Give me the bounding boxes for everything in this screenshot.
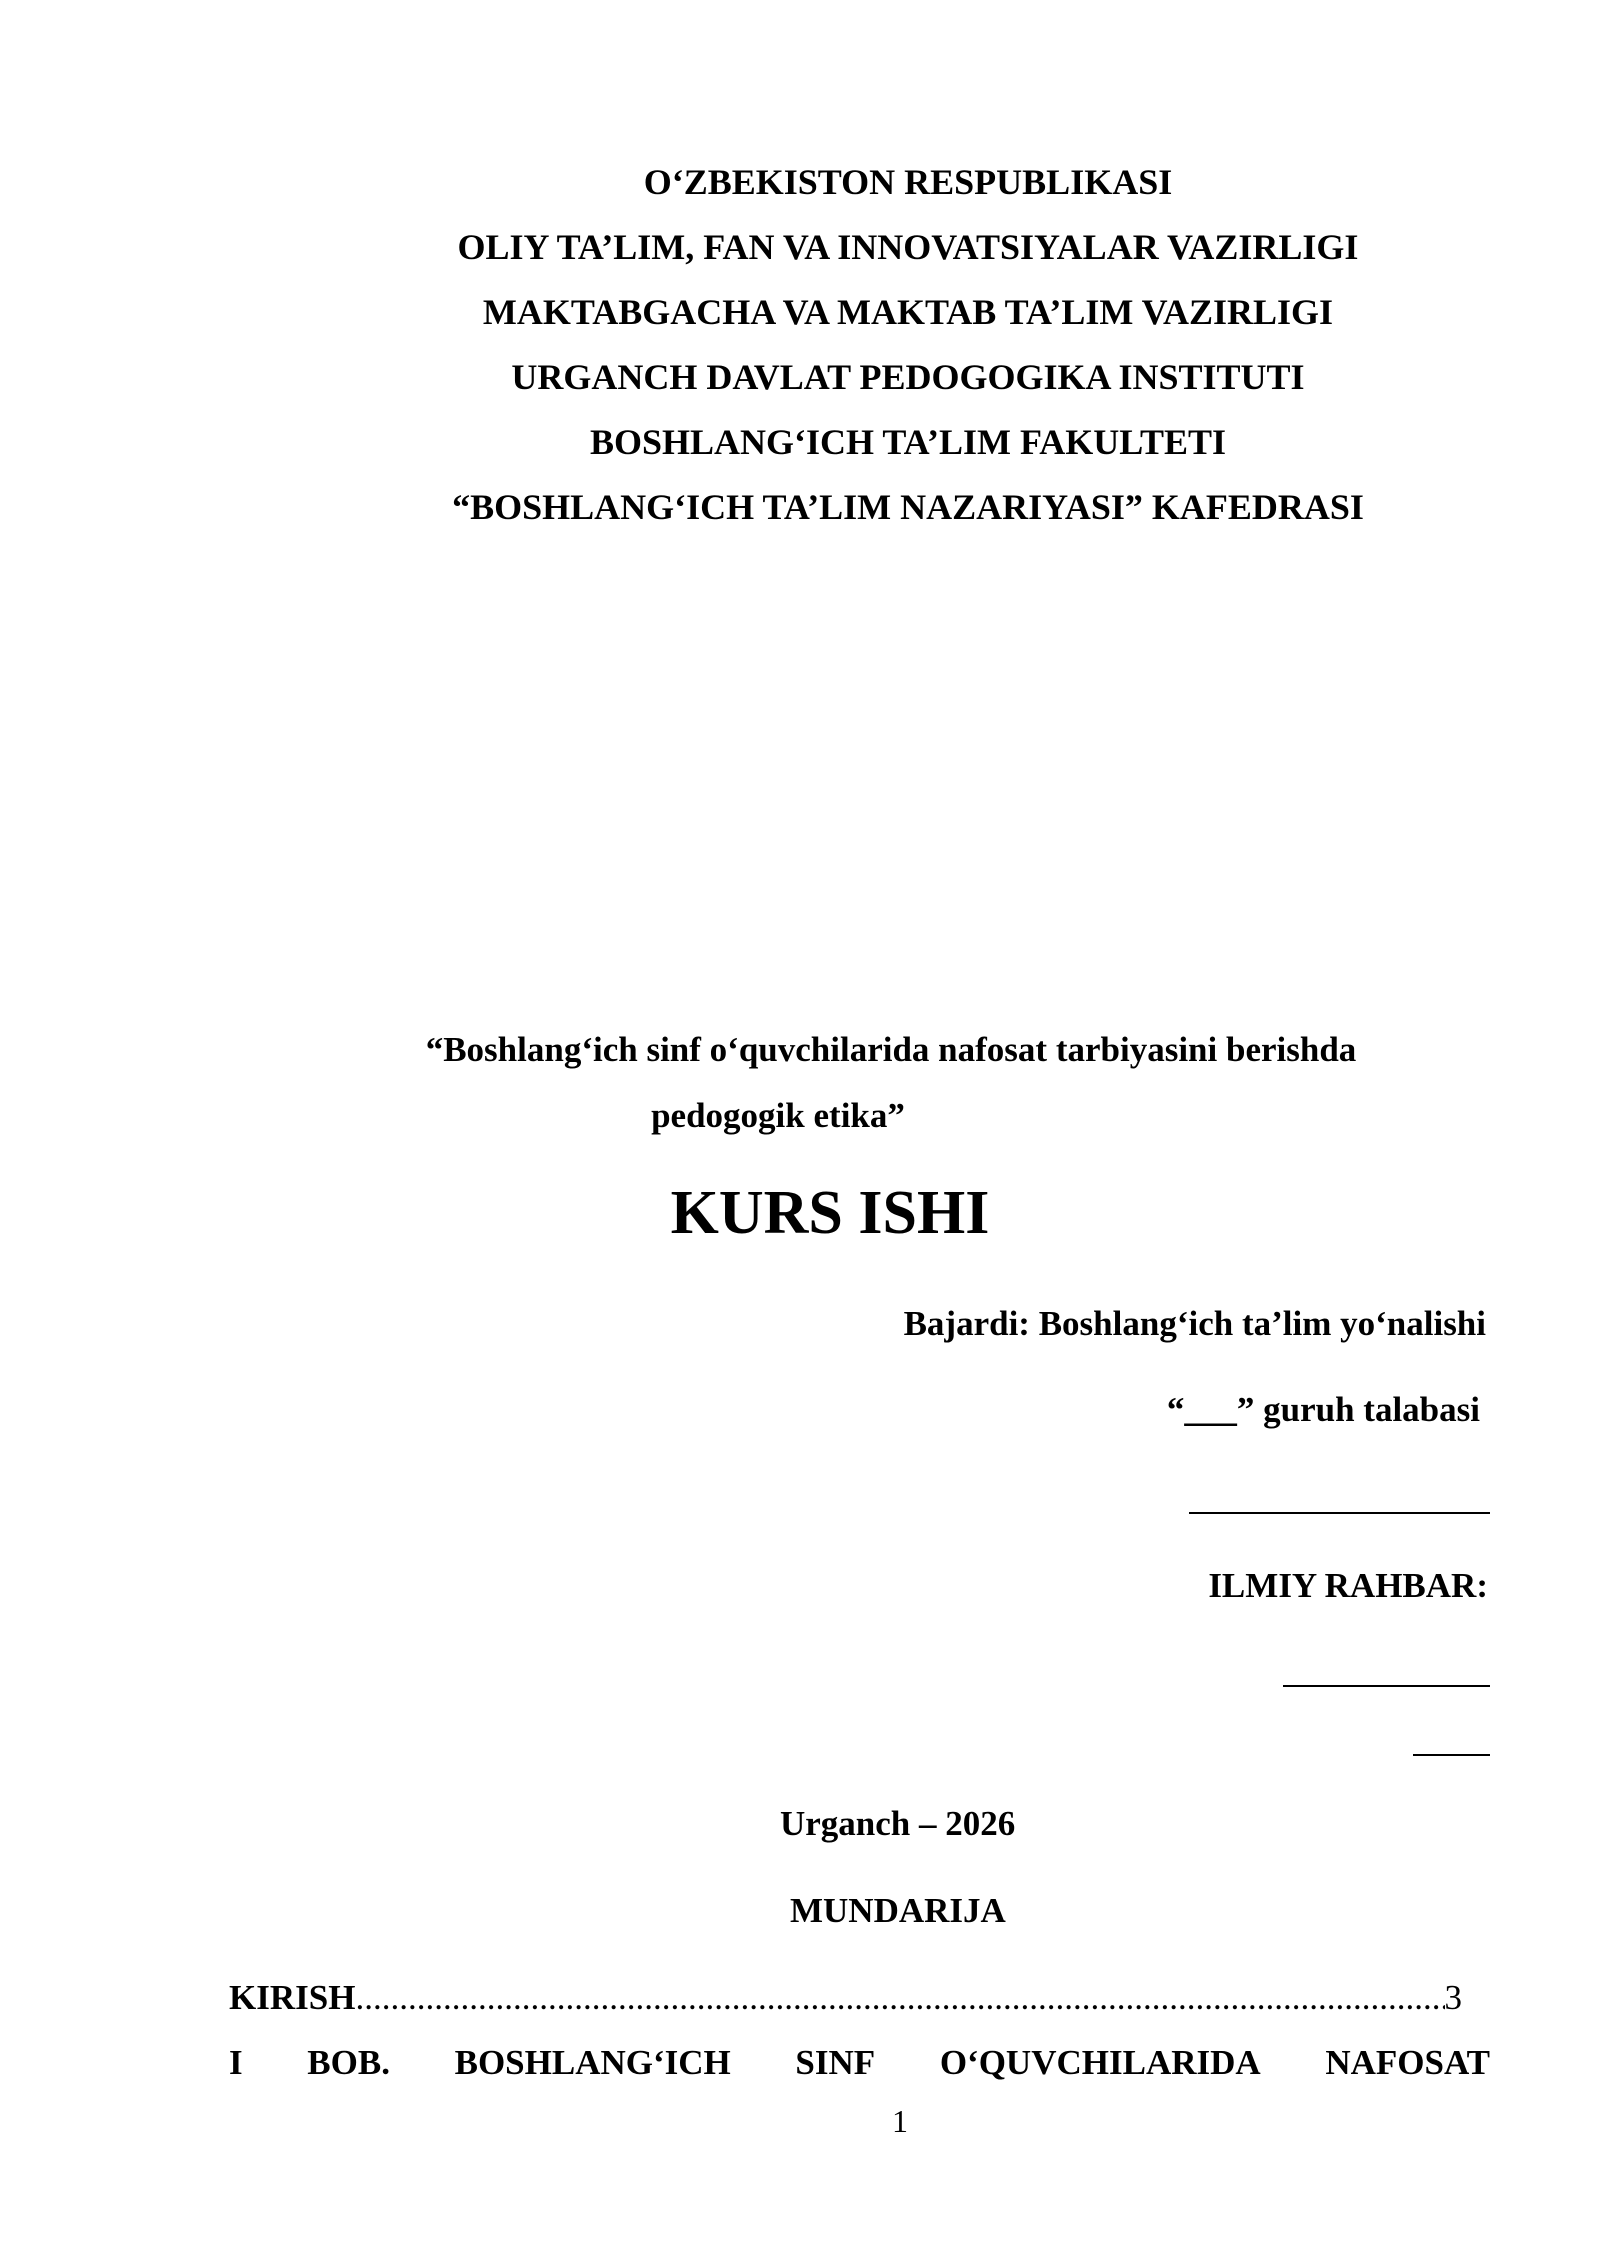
supervisor-name-blank bbox=[1283, 1685, 1490, 1687]
toc-chapter-heading bbox=[229, 2043, 1490, 2083]
header-line-faculty: BOSHLANG‘ICH TA’LIM FAKULTETI bbox=[589, 422, 1227, 462]
header-line-country: O‘ZBEKISTON RESPUBLIKASI bbox=[643, 162, 1173, 202]
institution-header bbox=[228, 150, 1588, 540]
course-work-topic bbox=[228, 1017, 1588, 1149]
chapter-word: BOSHLANG‘ICH bbox=[454, 2043, 731, 2082]
chapter-word: I bbox=[229, 2043, 243, 2082]
chapter-word: O‘QUVCHILARIDA bbox=[939, 2043, 1261, 2082]
chapter-word: BOB. bbox=[307, 2043, 390, 2082]
toc-heading: MUNDARIJA bbox=[790, 1891, 1006, 1930]
document-title: KURS ISHI bbox=[670, 1179, 990, 1247]
page-number: 1 bbox=[892, 2103, 908, 2139]
supervisor-name-blank-short bbox=[1413, 1754, 1490, 1756]
header-line-institute: URGANCH DAVLAT PEDOGOGIKA INSTITUTI bbox=[511, 357, 1305, 397]
chapter-word: NAFOSAT bbox=[1325, 2043, 1490, 2082]
topic-line-1: “Boshlang‘ich sinf o‘quvchilarida nafosat tarbiyasini berishda bbox=[425, 1030, 1357, 1069]
toc-entry-page: 3 bbox=[1444, 1978, 1462, 2017]
toc-leader-dots bbox=[355, 1978, 1444, 2018]
performer-line-2: “___” guruh talabasi bbox=[1166, 1390, 1480, 1429]
header-line-ministry-school-education: MAKTABGACHA VA MAKTAB TA’LIM VAZIRLIGI bbox=[482, 292, 1334, 332]
chapter-word: SINF bbox=[795, 2043, 876, 2082]
header-line-ministry-higher-education: OLIY TA’LIM, FAN VA INNOVATSIYALAR VAZIRLIGI bbox=[457, 227, 1359, 267]
performer-line-1: Bajardi: Boshlang‘ich ta’lim yo‘nalishi bbox=[903, 1304, 1486, 1343]
toc-entry bbox=[229, 1978, 1462, 2018]
header-line-department: “BOSHLANG‘ICH TA’LIM NAZARIYASI” KAFEDRASI bbox=[452, 487, 1364, 527]
topic-line-2: pedogogik etika” bbox=[651, 1096, 905, 1135]
toc-entry-label: KIRISH bbox=[229, 1978, 356, 2017]
supervisor-label: ILMIY RAHBAR: bbox=[1208, 1566, 1488, 1605]
student-name-blank bbox=[1189, 1512, 1490, 1514]
city-year: Urganch – 2026 bbox=[780, 1804, 1016, 1843]
